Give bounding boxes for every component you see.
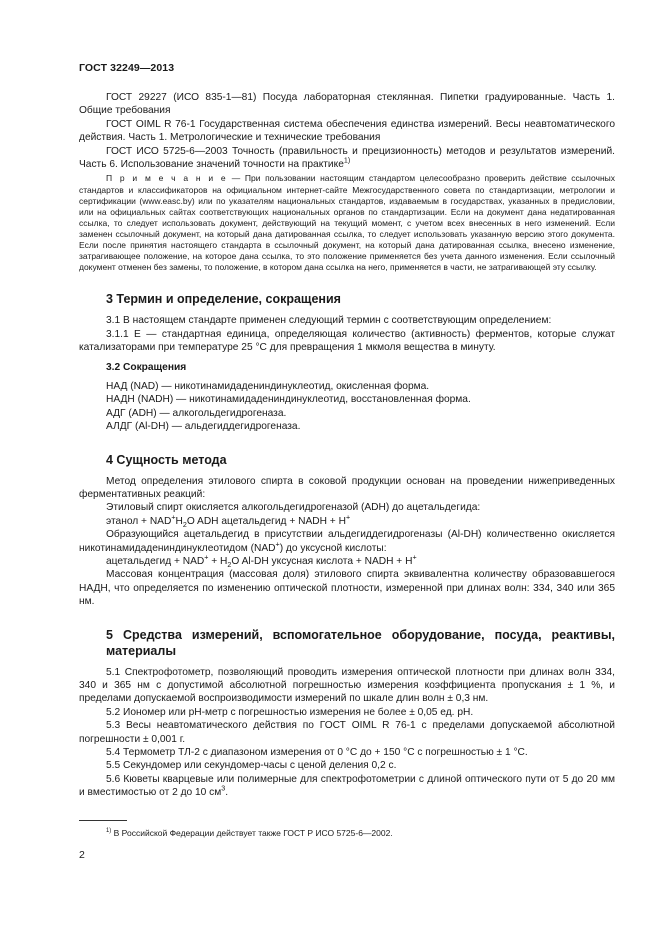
section-title: 4 Сущность метода [106,452,227,467]
section-title: 3 Термин и определение, сокращения [106,292,341,307]
reference-item: ГОСТ 29227 (ИСО 835-1—81) Посуда лабораторная стеклянная. Пипетки градуированные. Часть 1. Общие требования [79,92,615,117]
note-paragraph: П р и м е ч а н и е — При пользовании настоящим стандартом целесообразно проверить действие ссылочных стандартов и классификаторов на официальном интернет-сайте Межгосударственного совета по стандартизации, метрологии и сертификации (www.easc.by) или по указателям национальных стандартов, издаваемым в государствах, указанных в предисловии, или на официальных сайтах соответствующих национальных органов по стандартизации. Если на документ дана недатированная ссылка, то следует использовать документ, действующий на текущий момент, с учетом всех внесенных в него изменений. Если заменен ссылочный документ, на который дана датированная ссылка, то следует использовать указанную версию этого документа. Если после принятия настоящего стандарта в ссылочный документ, на который дана датированная ссылка, внесено изменение, затрагивающее положение, на которое дана ссылка, то это положение применяется без учета данного изменения. Если ссылочный документ отменен без замены, то положение, в котором дана ссылка на него, применяется в части, не затрагивающей эту ссылку. [79,173,615,273]
definition: 3.1.1 Е — стандартная единица, определяющая количество (активность) ферментов, которые служат катализаторами при температуре 25 °С для превращения 1 мкмоля вещества в минуту. [79,328,615,354]
paragraph: 3.1 В настоящем стандарте применен следующий термин с соответствующим определением: [106,315,552,327]
paragraph: Этиловый спирт окисляется алкогольдегидрогеназой (ADH) до ацетальдегида: [106,502,481,514]
abbreviation: АЛДГ (Al-DH) — альдегиддегидрогеназа. [106,421,301,433]
list-item: 5.2 Иономер или рН-метр с погрешностью измерения не более ± 0,05 ед. рН. [106,706,474,718]
paragraph: Образующийся ацетальдегид в присутствии альдегиддегидрогеназы (Al-DH) количественно окисляется никотинамидадениндинуклеотидом (NAD+) до уксусной кислоты: [79,529,615,554]
list-item: 5.6 Кюветы кварцевые или полимерные для спектрофотометрии с длиной оптического пути от 5 до 20 мм и вместимостью от 2 до 10 $см^3$. [79,773,615,799]
subsection-title: 3.2 Сокращения [106,361,187,373]
section-title: 5 Средства измерений, вспомогательное оборудование, посуда, реактивы, материалы [106,627,615,658]
paragraph: Метод определения этилового спирта в соковой продукции основан на проведении нижеприведенных ферментативных реакций: [79,475,615,500]
page-number: 2 [79,849,85,861]
reaction-equation: этанол + $NAD^+H_2O$ ADH ацетальдегид + NADH + H+ [106,513,351,529]
abbreviation: АДГ (ADH) — алкогольдегидрогеназа. [106,407,287,419]
note-label: П р и м е ч а н и е [106,173,228,184]
abbreviation: НАДН (NADH) — никотинамидадениндинуклеотид, восстановленная форма. [106,394,471,406]
footnote-divider [79,820,127,821]
reference-item: ГОСТ ИСО 5725-6—2003 Точность (правильность и прецизионность) методов и результатов измерений. Часть 6. Использование значений точности на практике$^{1)}$ [79,145,615,171]
footnote-mark: 1) [106,828,112,835]
reaction-equation: ацетальдегид + $NAD^+ + H_2O$ Al-DH уксусная кислота + NADH + H+ [106,553,417,569]
list-item: 5.5 Секундомер или секундомер-часы с ценой деления 0,2 с. [106,760,397,772]
footnote: $^{1)}$ В Российской Федерации действует также ГОСТ Р ИСО 5725-6—2002. [106,828,393,838]
paragraph: Массовая концентрация (массовая доля) этилового спирта эквивалентна количеству образовавшегося НАДН, что определяется по изменению оптической плотности, измеренной при длинах волн: 334, 340 или 365 нм. [79,569,615,608]
footnote-ref: 1) [343,156,351,165]
document-header: ГОСТ 32249—2013 [79,62,175,74]
abbreviation: НАД (NAD) — никотинамидадениндинуклеотид, окисленная форма. [106,380,430,392]
reference-item: ГОСТ OIML R 76-1 Государственная система обеспечения единства измерений. Весы неавтоматического действия. Часть 1. Метрологические и технические требования [79,118,615,144]
list-item: 5.4 Термометр ТЛ-2 с диапазоном измерения от 0 °С до + 150 °С с погрешностью ± 1 °С. [106,747,528,759]
list-item: 5.1 Спектрофотометр, позволяющий проводить измерения оптической плотности при длинах волн 334, 340 и 365 нм с допустимой абсолютной погрешностью измерения коэффициента пропускания ± 1 %, и пределами допускаемой воспроизводимости измерений по шкале длин волн ± 0,3 нм. [79,666,615,705]
list-item: 5.3 Весы неавтоматического действия по ГОСТ OIML R 76-1 с пределами допускаемой абсолютной погрешности ± 0,001 г. [79,720,615,745]
document-body [79,91,615,800]
